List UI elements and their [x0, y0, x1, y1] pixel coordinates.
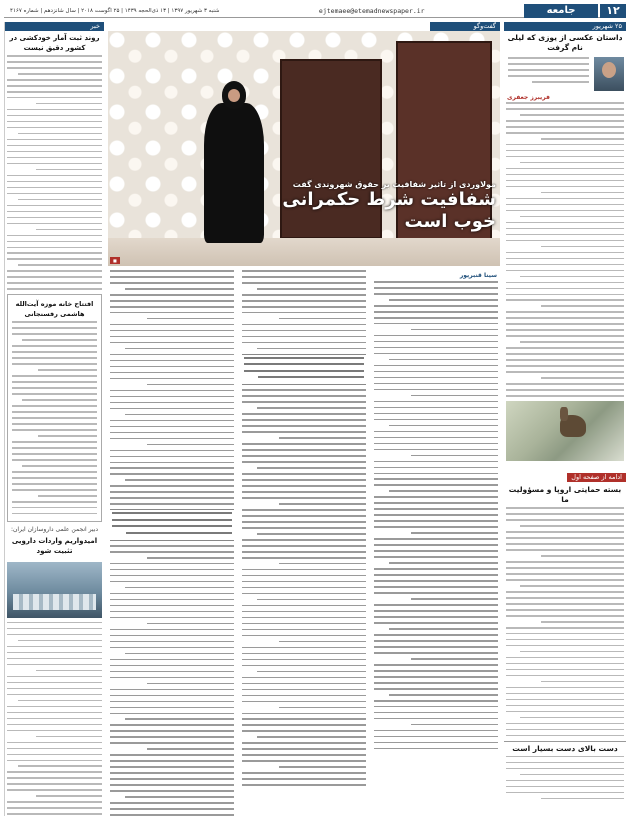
pharma-subhead: دبیر انجمن علمی داروسازان ایران:: [10, 525, 99, 533]
right-headline: داستان عکسی از یوزی که لیلی نام گرفت: [507, 33, 623, 52]
author-photo: [594, 57, 624, 91]
author-box: [504, 55, 626, 93]
intro-text: [506, 57, 591, 87]
pharma-factory-photo: [7, 562, 102, 618]
continued-kicker: ادامه از صفحه اول: [567, 473, 626, 482]
last-headline: دست بالای دست بسیار است: [504, 741, 626, 756]
section-email: ejtemaee@etemadnewspaper.ir: [318, 6, 425, 15]
right-kicker: ۲۵ شهریور: [504, 22, 626, 31]
left-column: [4, 22, 104, 816]
author-name: فریبرز جعفری: [507, 94, 550, 101]
museum-story: [7, 294, 102, 521]
pharma-text: [5, 622, 104, 816]
pull-quote: [242, 354, 366, 386]
suicide-stats-headline: روند ثبت آمار خودکشی در کشور دقیق نیست: [9, 34, 100, 52]
interview-col-1: [372, 270, 500, 816]
date-line: شنبه ۳ شهریور ۱۳۹۷ | ۱۳ ذی‌الحجه ۱۴۳۹ | ۲۵ اگوست ۲۰۱۸ | سال شانزدهم | شماره ۴۱۶۷: [10, 7, 220, 14]
right-column: [504, 22, 626, 816]
interview-kicker: گفت‌وگو: [430, 22, 500, 31]
pull-quote-2: [110, 509, 234, 541]
europe-package-headline: بسته حمایتی اروپا و مسؤولیت ما: [508, 485, 622, 505]
hero-title: شفافیت شرط حکمرانی خوب است: [282, 189, 496, 232]
suicide-stats-text: [5, 55, 104, 290]
cheetah-photo: [506, 401, 624, 461]
pharma-headline: امیدواریم واردات دارویی تثبیت شود: [11, 536, 98, 555]
middle-column: [108, 22, 500, 816]
hero-kicker: مولاوردی از تاثیر شفافیت بر حقوق شهروندی گفت: [292, 180, 496, 189]
section-name: جامعه: [524, 4, 598, 18]
museum-headline: افتتاح خانه موزه آیت‌الله هاشمی رفسنجانی: [15, 300, 94, 319]
page-number: ۱۲: [600, 4, 626, 18]
interview-body: [108, 266, 500, 816]
right-article-text: [504, 102, 626, 397]
masthead: [4, 4, 626, 18]
news-kicker: خبر: [5, 22, 104, 31]
interview-col-3: [108, 270, 236, 816]
interview-col-2: [240, 270, 368, 816]
hero-photo: [108, 31, 500, 266]
byline: سینا قنبرپور: [459, 272, 497, 279]
europe-package-text: [504, 507, 626, 736]
last-article-text: [504, 756, 626, 799]
photo-credit-tag: ■: [110, 257, 120, 264]
